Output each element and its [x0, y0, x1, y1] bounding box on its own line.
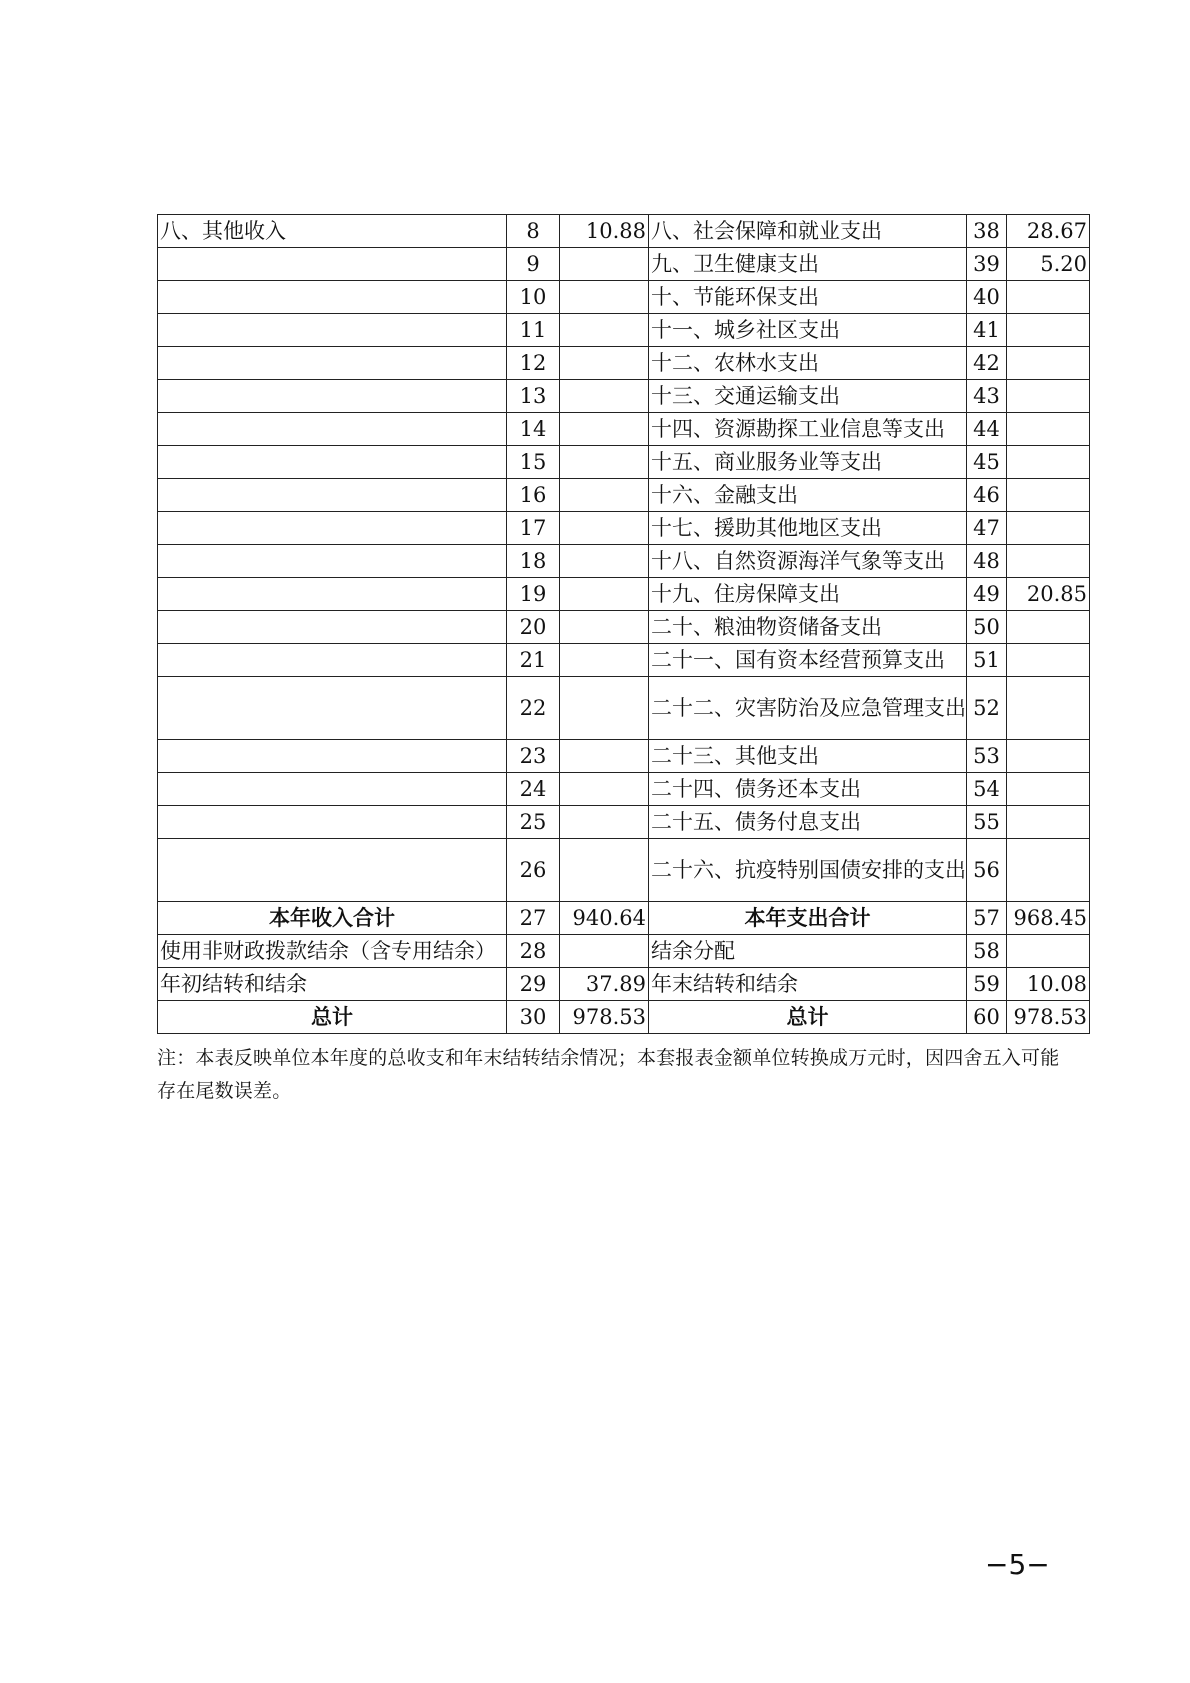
expense-item: 八、社会保障和就业支出 [649, 215, 967, 248]
income-item [158, 578, 507, 611]
table-row [158, 281, 1090, 314]
expense-item: 十三、交通运输支出 [649, 380, 967, 413]
income-line-no: 10 [507, 281, 560, 314]
expense-amount [1007, 413, 1090, 446]
expense-line-no: 58 [967, 935, 1007, 968]
expense-amount [1007, 611, 1090, 644]
income-amount: 10.88 [560, 215, 649, 248]
income-amount [560, 773, 649, 806]
income-item [158, 479, 507, 512]
expense-item: 二十二、灾害防治及应急管理支出 [649, 677, 967, 740]
expense-line-no: 49 [967, 578, 1007, 611]
expense-amount [1007, 806, 1090, 839]
expense-item: 二十一、国有资本经营预算支出 [649, 644, 967, 677]
expense-item: 十、节能环保支出 [649, 281, 967, 314]
expense-amount [1007, 773, 1090, 806]
table-row [158, 806, 1090, 839]
grand-total-label-income: 总计 [158, 1001, 507, 1034]
table-row [158, 644, 1090, 677]
expense-line-no: 43 [967, 380, 1007, 413]
income-line-no: 8 [507, 215, 560, 248]
income-amount: 940.64 [560, 902, 649, 935]
income-line-no: 18 [507, 545, 560, 578]
expense-amount: 10.08 [1007, 968, 1090, 1001]
income-line-no: 17 [507, 512, 560, 545]
expense-line-no: 42 [967, 347, 1007, 380]
expense-line-no: 45 [967, 446, 1007, 479]
table-row [158, 677, 1090, 740]
expense-line-no: 52 [967, 677, 1007, 740]
expense-item: 十二、农林水支出 [649, 347, 967, 380]
expense-item: 二十六、抗疫特别国债安排的支出 [649, 839, 967, 902]
expense-amount: 5.20 [1007, 248, 1090, 281]
income-item [158, 839, 507, 902]
table-row [158, 512, 1090, 545]
income-line-no: 15 [507, 446, 560, 479]
expense-line-no: 40 [967, 281, 1007, 314]
income-amount [560, 512, 649, 545]
income-item [158, 773, 507, 806]
income-total-label: 本年收入合计 [158, 902, 507, 935]
expense-amount [1007, 446, 1090, 479]
income-amount [560, 740, 649, 773]
income-item [158, 644, 507, 677]
expense-line-no: 54 [967, 773, 1007, 806]
table-row-grand-total [158, 1001, 1090, 1034]
income-line-no: 21 [507, 644, 560, 677]
expense-line-no: 48 [967, 545, 1007, 578]
expense-line-no: 38 [967, 215, 1007, 248]
table-row [158, 545, 1090, 578]
expense-item: 十四、资源勘探工业信息等支出 [649, 413, 967, 446]
income-amount [560, 806, 649, 839]
expense-item: 十一、城乡社区支出 [649, 314, 967, 347]
expense-item: 年末结转和结余 [649, 968, 967, 1001]
table-row [158, 446, 1090, 479]
expense-line-no: 53 [967, 740, 1007, 773]
income-amount [560, 281, 649, 314]
table-row [158, 380, 1090, 413]
table-row-subtotal [158, 902, 1090, 935]
expense-total-label: 本年支出合计 [649, 902, 967, 935]
expense-item: 二十四、债务还本支出 [649, 773, 967, 806]
income-line-no: 25 [507, 806, 560, 839]
expense-item: 二十、粮油物资储备支出 [649, 611, 967, 644]
table-row [158, 578, 1090, 611]
table-row [158, 347, 1090, 380]
income-item [158, 314, 507, 347]
expense-line-no: 44 [967, 413, 1007, 446]
income-line-no: 27 [507, 902, 560, 935]
income-amount [560, 314, 649, 347]
expense-amount: 978.53 [1007, 1001, 1090, 1034]
income-amount [560, 677, 649, 740]
income-line-no: 20 [507, 611, 560, 644]
income-amount [560, 578, 649, 611]
table-row [158, 968, 1090, 1001]
income-line-no: 22 [507, 677, 560, 740]
income-line-no: 23 [507, 740, 560, 773]
expense-amount [1007, 281, 1090, 314]
page-number: −5− [985, 1548, 1050, 1581]
income-amount [560, 248, 649, 281]
table-row [158, 314, 1090, 347]
income-item [158, 677, 507, 740]
expense-item: 十五、商业服务业等支出 [649, 446, 967, 479]
expense-amount [1007, 347, 1090, 380]
income-amount: 978.53 [560, 1001, 649, 1034]
expense-line-no: 55 [967, 806, 1007, 839]
expense-item: 二十三、其他支出 [649, 740, 967, 773]
income-item [158, 512, 507, 545]
expense-item: 十七、援助其他地区支出 [649, 512, 967, 545]
table-row [158, 215, 1090, 248]
income-amount: 37.89 [560, 968, 649, 1001]
expense-item: 十六、金融支出 [649, 479, 967, 512]
income-item: 年初结转和结余 [158, 968, 507, 1001]
income-line-no: 12 [507, 347, 560, 380]
income-line-no: 16 [507, 479, 560, 512]
expense-line-no: 41 [967, 314, 1007, 347]
expense-line-no: 56 [967, 839, 1007, 902]
table-row [158, 479, 1090, 512]
expense-amount [1007, 479, 1090, 512]
table-row [158, 773, 1090, 806]
table-row [158, 611, 1090, 644]
expense-line-no: 47 [967, 512, 1007, 545]
income-line-no: 26 [507, 839, 560, 902]
income-item: 使用非财政拨款结余（含专用结余） [158, 935, 507, 968]
income-amount [560, 347, 649, 380]
income-item [158, 806, 507, 839]
expense-line-no: 39 [967, 248, 1007, 281]
income-amount [560, 479, 649, 512]
income-line-no: 29 [507, 968, 560, 1001]
income-item [158, 545, 507, 578]
expense-amount [1007, 512, 1090, 545]
expense-line-no: 60 [967, 1001, 1007, 1034]
expense-amount [1007, 380, 1090, 413]
income-line-no: 24 [507, 773, 560, 806]
expense-line-no: 51 [967, 644, 1007, 677]
income-amount [560, 611, 649, 644]
expense-item: 十九、住房保障支出 [649, 578, 967, 611]
income-item [158, 380, 507, 413]
income-item [158, 446, 507, 479]
income-line-no: 11 [507, 314, 560, 347]
income-line-no: 9 [507, 248, 560, 281]
expense-item: 十八、自然资源海洋气象等支出 [649, 545, 967, 578]
income-amount [560, 644, 649, 677]
income-line-no: 19 [507, 578, 560, 611]
income-item [158, 740, 507, 773]
income-item [158, 611, 507, 644]
expense-amount [1007, 314, 1090, 347]
expense-amount [1007, 677, 1090, 740]
expense-item: 结余分配 [649, 935, 967, 968]
table-row [158, 839, 1090, 902]
expense-amount: 28.67 [1007, 215, 1090, 248]
expense-item: 九、卫生健康支出 [649, 248, 967, 281]
income-amount [560, 380, 649, 413]
expense-line-no: 46 [967, 479, 1007, 512]
expense-amount [1007, 839, 1090, 902]
income-item [158, 413, 507, 446]
income-line-no: 30 [507, 1001, 560, 1034]
income-expense-table [157, 214, 1090, 1034]
income-item [158, 347, 507, 380]
income-line-no: 14 [507, 413, 560, 446]
expense-amount [1007, 644, 1090, 677]
grand-total-label-expense: 总计 [649, 1001, 967, 1034]
income-item: 八、其他收入 [158, 215, 507, 248]
income-amount [560, 446, 649, 479]
income-amount [560, 935, 649, 968]
expense-amount [1007, 740, 1090, 773]
expense-amount [1007, 545, 1090, 578]
income-amount [560, 839, 649, 902]
expense-amount: 20.85 [1007, 578, 1090, 611]
table-footnote: 注：本表反映单位本年度的总收支和年末结转结余情况；本套报表金额单位转换成万元时，因四舍五入可能存在尾数误差。 [157, 1047, 1060, 1102]
income-line-no: 28 [507, 935, 560, 968]
table-row [158, 413, 1090, 446]
income-item [158, 248, 507, 281]
income-item [158, 281, 507, 314]
expense-amount: 968.45 [1007, 902, 1090, 935]
income-amount [560, 545, 649, 578]
income-amount [560, 413, 649, 446]
table-row [158, 248, 1090, 281]
expense-item: 二十五、债务付息支出 [649, 806, 967, 839]
expense-amount [1007, 935, 1090, 968]
expense-line-no: 50 [967, 611, 1007, 644]
income-line-no: 13 [507, 380, 560, 413]
table-row [158, 935, 1090, 968]
expense-line-no: 57 [967, 902, 1007, 935]
expense-line-no: 59 [967, 968, 1007, 1001]
table-row [158, 740, 1090, 773]
